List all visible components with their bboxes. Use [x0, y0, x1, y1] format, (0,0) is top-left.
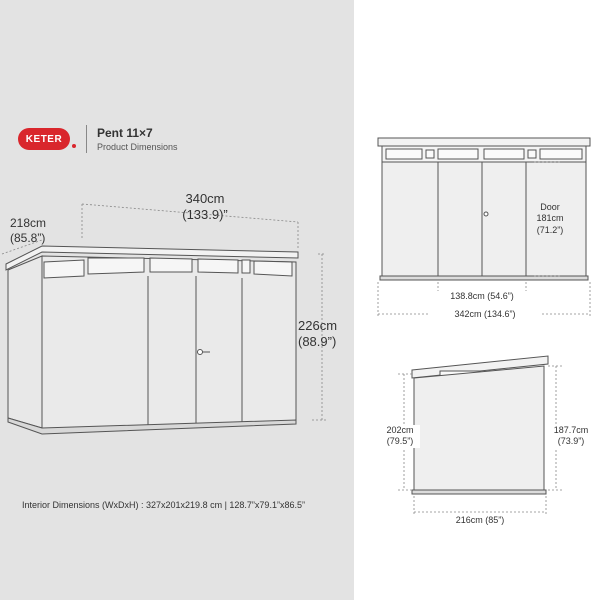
door-width-label: 138.8cm (54.6”) — [430, 291, 534, 302]
side-height-left-label — [380, 425, 420, 448]
width-in: (133.9)” — [182, 207, 228, 223]
side-height-left-cm: 202cm — [386, 425, 414, 435]
depth-label — [10, 216, 70, 246]
side-height-left-in: (79.5”) — [386, 436, 414, 447]
side-height-right-cm: 187.7cm — [553, 425, 589, 435]
width-cm: 340cm — [185, 191, 225, 206]
perspective-shed — [6, 246, 298, 434]
depth-cm: 218cm — [10, 216, 47, 230]
brand-divider — [86, 125, 87, 153]
side-depth-label: 216cm (85”) — [440, 515, 520, 526]
height-label — [298, 318, 354, 351]
width-label — [160, 191, 250, 224]
total-width-label: 342cm (134.6”) — [430, 309, 540, 320]
brand-block — [18, 125, 178, 153]
door-title: Door — [540, 202, 560, 212]
side-height-right-label — [546, 425, 596, 448]
brand-text — [97, 126, 178, 152]
side-elevation — [412, 356, 548, 494]
height-in: (88.9”) — [298, 334, 337, 350]
door-height-label — [526, 202, 574, 236]
side-height-right-in: (73.9”) — [557, 436, 585, 447]
product-name: Pent 11×7 — [97, 126, 153, 140]
product-subtitle: Product Dimensions — [97, 142, 178, 152]
keter-logo: KETER — [18, 128, 70, 150]
door-in: (71.2”) — [536, 224, 564, 235]
door-cm: 181cm — [536, 213, 564, 224]
logo-dot-icon — [72, 144, 76, 148]
interior-dimensions: Interior Dimensions (WxDxH) : 327x201x219.8 cm | 128.7”x79.1”x86.5” — [22, 500, 305, 510]
depth-in: (85.8”) — [10, 231, 46, 245]
height-cm: 226cm — [298, 318, 338, 333]
